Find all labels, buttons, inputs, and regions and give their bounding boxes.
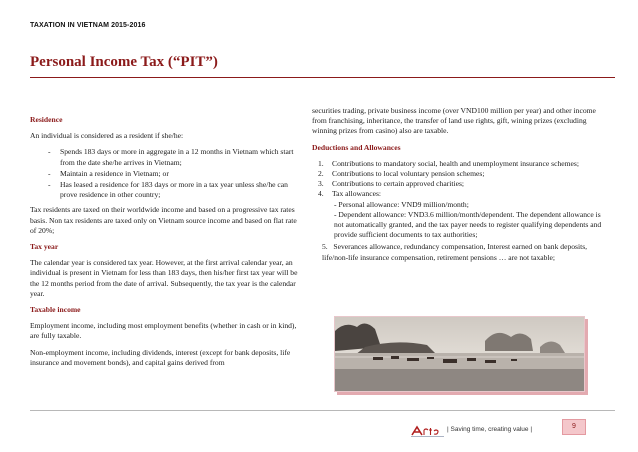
tax-year-heading: Tax year xyxy=(30,242,59,252)
residence-intro: An individual is considered as a resident if she/he: xyxy=(30,131,184,141)
page-title: Personal Income Tax (“PIT”) xyxy=(30,54,218,70)
page-number: 9 xyxy=(562,419,586,435)
taxable-income-paragraph-1: Employment income, including most employment benefits (whether in cash or in kind), are fully taxable. xyxy=(30,321,297,341)
deductions-heading: Deductions and Allowances xyxy=(312,142,401,152)
company-logo-icon xyxy=(410,425,446,437)
dependent-allowance: - Dependent allowance: VND3.6 million/month/dependent. The dependent allowance is not automatically granted, and the tax payer needs to register qualifying dependents and provide sufficient documents to tax authorities; xyxy=(334,209,602,240)
residence-item: - Spends 183 days or more in aggregate in a 12 months in Vietnam which start from the date she/he arrives in Vietnam; xyxy=(48,147,294,167)
residence-list xyxy=(30,147,302,200)
landscape-image xyxy=(335,317,584,391)
personal-allowance: - Personal allowance: VND9 million/month; xyxy=(334,199,469,209)
residence-item: - Maintain a residence in Vietnam; or xyxy=(48,168,169,178)
deduction-item: 1. Contributions to mandatory social, health and unemployment insurance schemes; xyxy=(318,158,579,168)
tax-year-paragraph: The calendar year is considered tax year. However, at the first arrival calendar year, an individual is present in Vietnam for less than 183 days, then his/her first tax year will be the 12 months period from the date of arrival. Subsequently, the tax year is the calendar year. xyxy=(30,258,298,298)
footer-tagline: | Saving time, creating value | xyxy=(447,426,533,433)
residence-heading: Residence xyxy=(30,115,63,124)
running-title: TAXATION IN VIETNAM 2015-2016 xyxy=(30,22,146,29)
deduction-item: 2. Contributions to local voluntary pension schemes; xyxy=(318,169,485,179)
right-column xyxy=(312,106,607,263)
continued-paragraph: securities trading, private business income (over VND100 million per year) and other income from franchising, inheritance, the transfer of land use rights, gift, wining prizes (excluding winning prizes from casino) also are taxable. xyxy=(312,106,596,136)
taxable-income-heading: Taxable income xyxy=(30,305,81,315)
deduction-item: 4. Tax allowances: xyxy=(318,189,382,199)
footer-divider xyxy=(30,410,615,411)
deduction-item-5: 5. Severances allowance, redundancy compensation, Interest earned on bank deposits, life/non-life insurance compensation, retirement pensions … are not taxable; xyxy=(322,242,588,262)
residence-item: - Has leased a residence for 183 days or more in a tax year unless she/he can prove residence in other country; xyxy=(48,180,288,200)
halong-bay-photo xyxy=(334,316,585,392)
taxable-income-paragraph-2: Non-employment income, including dividends, interest (except for bank deposits, life insurance and movement bonds), and capital gains derived from xyxy=(30,347,291,367)
title-divider xyxy=(30,77,615,78)
residence-paragraph: Tax residents are taxed on their worldwide income and based on a progressive tax rates basis. Non tax residents are taxed only on Vietnam source income and based on flat rate of 20%; xyxy=(30,205,297,235)
deductions-list xyxy=(312,159,607,200)
left-column xyxy=(30,115,302,374)
deduction-item: 3. Contributions to certain approved charities; xyxy=(318,179,465,189)
